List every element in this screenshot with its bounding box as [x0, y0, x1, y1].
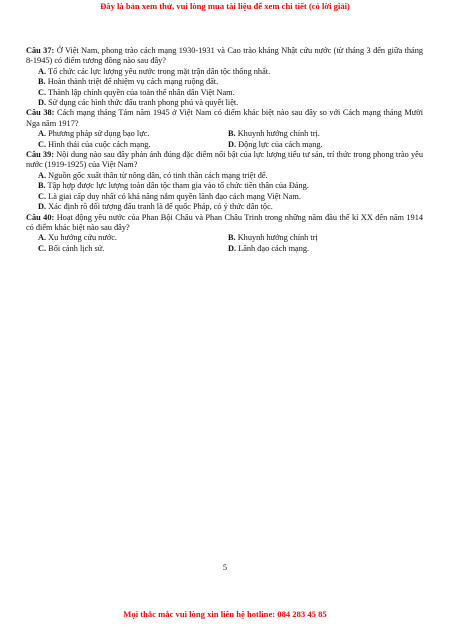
page-number: 5 — [222, 563, 228, 572]
option-b: B. Hoàn thành triệt để nhiệm vụ cách mạng ruộng đất. — [38, 77, 219, 87]
option-d: D. Động lực của cách mạng. — [228, 139, 323, 149]
question-text: Nội dung nào sau đây phản ánh đúng đặc điểm nổi bật của lực lượng tiểu tư sản, trí thức trong phong trào yêu nước (1919-1925) của Việt Nam? — [26, 150, 423, 170]
question-39 — [26, 150, 423, 212]
question-text: Hoạt động yêu nước của Phan Bội Châu và Phan Châu Trinh trong những năm đầu thế kỉ XX đến năm 1914 có điểm khác biệt nào sau đây? — [26, 212, 424, 232]
option-d: D. Xác định rõ đối tượng đấu tranh là đế quốc Pháp, có ý thức dân tộc. — [38, 202, 273, 212]
question-number: Câu 40: — [26, 212, 55, 222]
option-b: B. Khuynh hướng chính trị — [228, 233, 318, 243]
option-c: C. Là giai cấp duy nhất có khả năng nắm quyền lãnh đạo cách mạng Việt Nam. — [38, 191, 301, 201]
option-d: D. Lãnh đạo cách mạng. — [228, 243, 310, 253]
option-a: A. Phương pháp sử dụng bạo lực. — [38, 129, 150, 139]
option-a: A. Nguồn gốc xuất thân từ nông dân, có tinh thần cách mạng triệt để. — [38, 170, 268, 180]
question-38 — [26, 108, 423, 150]
option-d: D. Sử dụng các hình thức đấu tranh phong phú và quyết liệt. — [38, 98, 239, 108]
question-number: Câu 39: — [26, 150, 54, 160]
option-b: B. Khuynh hướng chính trị. — [228, 129, 320, 139]
question-text: Ở Việt Nam, phong trào cách mạng 1930-1931 và Cao trào kháng Nhật cứu nước (từ tháng 3 đến giữa tháng 8-1945) có điểm tương đồng nào sau đây? — [26, 46, 424, 66]
option-c: C. Thành lập chính quyền của toàn thể nhân dân Việt Nam. — [38, 87, 235, 97]
option-a: A. Tổ chức các lực lượng yêu nước trong mặt trận dân tộc thống nhất. — [38, 66, 271, 76]
question-text: Cách mạng tháng Tám năm 1945 ở Việt Nam có điểm khác biệt nào sau đây so với Cách mạng tháng Mười Nga năm 1917? — [26, 108, 423, 128]
option-a: A. Xu hướng cứu nước. — [38, 233, 117, 243]
question-37 — [26, 46, 423, 108]
option-c: C. Bối cảnh lịch sử. — [38, 243, 105, 253]
option-b: B. Tập hợp được lực lượng toàn dân tộc tham gia vào tổ chức tiền thân của Đảng. — [38, 181, 309, 191]
question-40 — [26, 213, 423, 255]
preview-banner: Đây là bản xem thử, vui lòng mua tài liệu để xem chi tiết (có lời giải) — [100, 1, 350, 11]
question-number: Câu 37: — [26, 46, 55, 55]
document-body — [26, 46, 423, 254]
hotline-banner: Mọi thắc mắc vui lòng xin liên hệ hotline: 084 283 45 85 — [123, 609, 327, 619]
question-number: Câu 38: — [26, 108, 55, 118]
option-c: C. Hình thái của cuộc cách mạng. — [38, 139, 151, 149]
